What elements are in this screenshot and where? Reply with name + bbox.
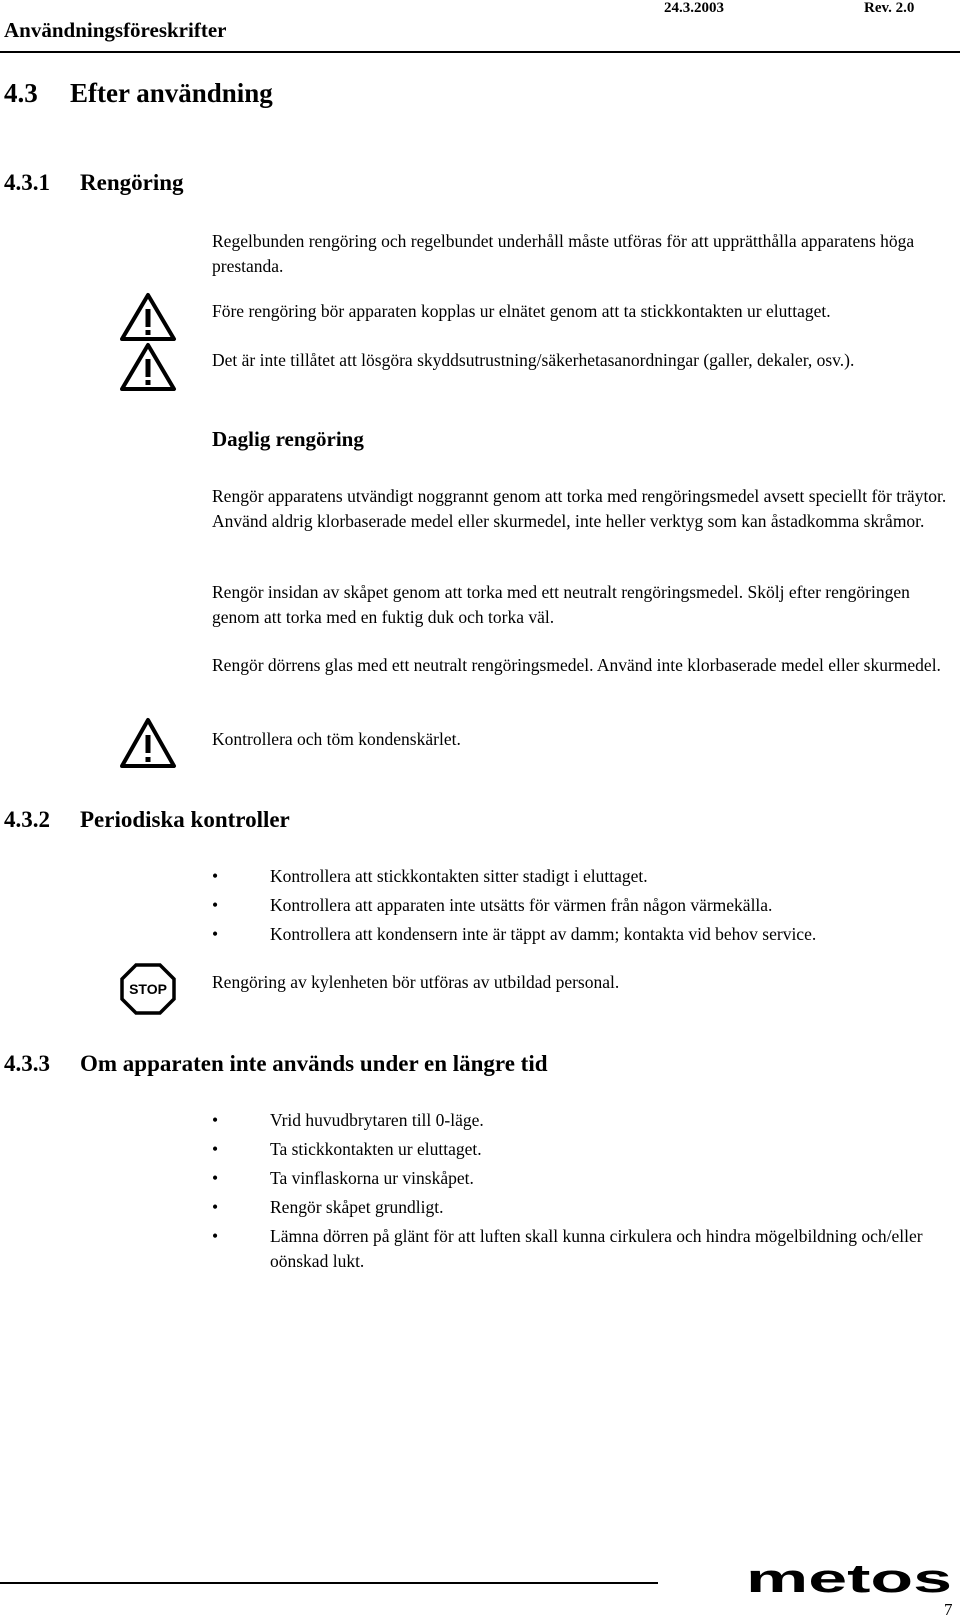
metos-logo-text: metos	[746, 1562, 952, 1598]
paragraph-cooling-unit: Rengöring av kylenheten bör utföras av utbildad personal.	[212, 972, 620, 992]
warning-triangle-icon	[119, 342, 177, 392]
subsection-title: Periodiska kontroller	[80, 807, 290, 832]
footer-divider	[0, 1582, 658, 1584]
list-item: • Vrid huvudbrytaren till 0-läge.	[212, 1108, 960, 1133]
list-item: • Ta vinflaskorna ur vinskåpet.	[212, 1166, 960, 1191]
paragraph-glass-cleaning: Rengör dörrens glas med ett neutralt rengöringsmedel. Använd inte klorbaserade medel eller skurmedel.	[212, 655, 941, 675]
subsection-number: 4.3.1	[4, 170, 50, 195]
paragraph-safety-equipment: Det är inte tillåtet att lösgöra skyddsutrustning/säkerhetasanordningar (galler, dekaler, osv.).	[212, 350, 855, 370]
paragraph-condensate: Kontrollera och töm kondenskärlet.	[212, 729, 461, 749]
list-item: • Kontrollera att stickkontakten sitter stadigt i eluttaget.	[212, 864, 960, 889]
list-item: • Kontrollera att apparaten inte utsätts för värmen från någon värmekälla.	[212, 893, 960, 918]
warning-triangle-icon	[119, 717, 177, 769]
document-revision: Rev. 2.0	[864, 0, 915, 16]
document-date: 24.3.2003	[664, 0, 724, 16]
list-item: • Ta stickkontakten ur eluttaget.	[212, 1137, 960, 1162]
section-title: Efter användning	[70, 78, 273, 108]
paragraph-maintenance: Regelbunden rengöring och regelbundet underhåll måste utföras för att upprätthålla apparatens höga prestanda.	[212, 231, 915, 276]
subsection-title: Om apparaten inte används under en längre tid	[80, 1051, 548, 1076]
subsection-heading-cleaning	[4, 170, 604, 200]
metos-logo	[746, 1562, 956, 1598]
header-divider	[0, 51, 960, 53]
list-item: • Lämna dörren på glänt för att luften skall kunna cirkulera och hindra mögelbildning och/eller oönskad lukt.	[212, 1224, 960, 1274]
list-item: • Kontrollera att kondensern inte är täppt av damm; kontakta vid behov service.	[212, 922, 960, 947]
list-item: • Rengör skåpet grundligt.	[212, 1195, 960, 1220]
long-storage-list	[212, 1108, 960, 1278]
warning-triangle-icon	[119, 292, 177, 342]
document-header-title: Användningsföreskrifter	[4, 18, 227, 42]
subsection-heading-long-storage	[4, 1051, 704, 1081]
subsection-number: 4.3.2	[4, 807, 50, 832]
page-number: 7	[944, 1600, 953, 1619]
paragraph-interior-cleaning: Rengör insidan av skåpet genom att torka med ett neutralt rengöringsmedel. Skölj efter rengöringen genom att torka med en fuktig duk och torka väl.	[212, 582, 910, 627]
subsection-number: 4.3.3	[4, 1051, 50, 1076]
daily-cleaning-heading: Daglig rengöring	[212, 427, 364, 451]
paragraph-unplug: Före rengöring bör apparaten kopplas ur elnätet genom att ta stickkontakten ur eluttaget.	[212, 301, 831, 321]
paragraph-exterior-cleaning: Rengör apparatens utvändigt noggrannt genom att torka med rengöringsmedel avsett speciellt för träytor. Använd aldrig klorbaserade medel eller skurmedel, inte heller verktyg som kan åstadkomma skråmor.	[212, 486, 947, 531]
section-number: 4.3	[4, 78, 38, 108]
section-heading	[4, 78, 604, 112]
subsection-title: Rengöring	[80, 170, 184, 195]
stop-sign-label: STOP	[129, 981, 167, 997]
stop-sign-icon	[120, 963, 176, 1015]
periodic-checks-list	[212, 864, 960, 951]
subsection-heading-periodic	[4, 807, 604, 837]
